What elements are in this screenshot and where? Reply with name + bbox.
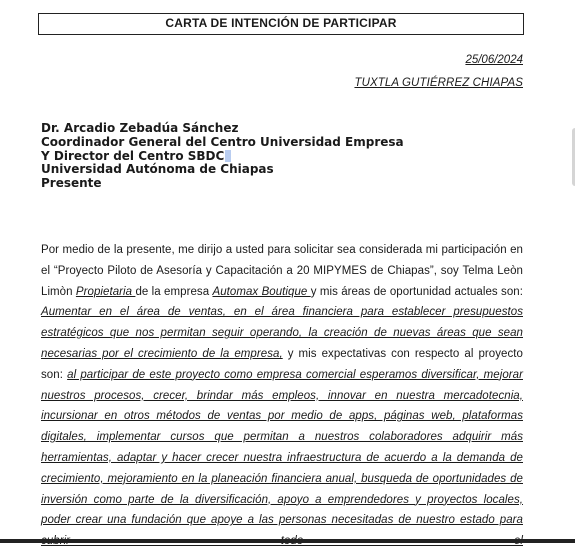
body-expectations: al participar de este proyecto como empresa comercial esperamos diversificar, mejorar nuestros procesos, crecer, brindar más empleos, innovar en nuestra mercadotecnia, incursionar en otros métodos de ventas por medio de apps, páginas web, plataformas digitales, implementar cursos que permitan a nuestros colaboradores adquirir más herramientas, adaptar y hacer crecer nuestra infraestructura de acuerdo a la demanda de crecimiento, mejoramiento en la planeación financiera anual, busqueda de oportunidades de inversión como parte de la diversificación, apoyo a emprendedores y proyectos locales, poder crear una fundación que apoye a las personas necesitadas de nuestro estado para <box>41 368 523 527</box>
addressee-position-2-text: Y Director del Centro SBDC <box>41 148 225 163</box>
letter-body <box>41 240 523 552</box>
body-areas-intro: y mis áreas de oportunidad actuales son: <box>310 285 523 298</box>
body-role: Propietaria <box>75 285 136 298</box>
body-expectations-intro: y mis expectativas con respecto al proyecto son: <box>41 347 523 381</box>
document-title: CARTA DE INTENCIÓN DE PARTICIPAR <box>38 13 524 35</box>
body-company: Automax Boutique <box>212 285 311 298</box>
addressee-institution: Universidad Autónoma de Chiapas <box>41 162 274 177</box>
body-areas: Aumentar en el área de ventas, en el área financiera para establecer presupuestos estratégicos que nos permitan seguir operando, la creación de nuevas áreas que sean necesarias por el crecimiento de la empresa, <box>41 306 523 360</box>
bottom-edge-bar <box>0 539 575 543</box>
text-cursor-selection <box>225 150 231 162</box>
addressee-position-2 <box>41 150 404 164</box>
document-date: 25/06/2024 <box>465 54 523 66</box>
addressee-salutation: Presente <box>41 176 102 191</box>
document-place: TUXTLA GUTIÉRREZ CHIAPAS <box>354 77 523 89</box>
addressee-block <box>41 122 404 191</box>
body-company-intro: de la empresa <box>135 285 213 298</box>
addressee-name: Dr. Arcadio Zebadúa Sánchez <box>41 121 239 135</box>
body-intro: Por medio de la presente, me dirijo a usted para solicitar sea considerada mi participación en el “Proyecto Piloto de Asesoría y Capacitación a 20 MIPYMES de Chiapas”, soy Telma Leòn Limòn <box>41 244 523 298</box>
addressee-position: Coordinador General del Centro Universidad Empresa <box>41 134 404 149</box>
